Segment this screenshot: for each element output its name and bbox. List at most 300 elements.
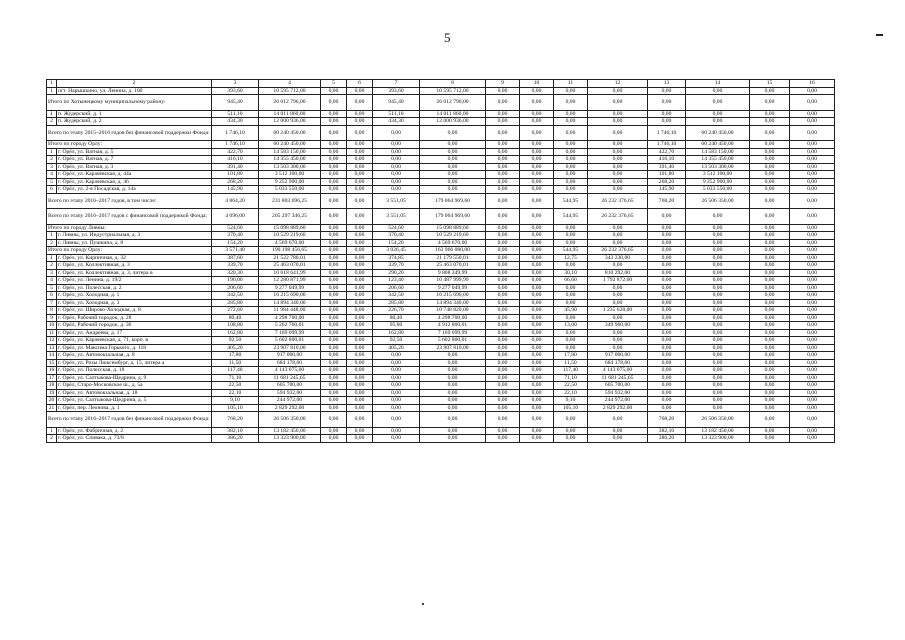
value-cell: 21 522 780,01 [259,254,321,262]
value-cell: 105,10 [554,404,588,412]
value-cell: 0,00 [790,382,835,390]
value-cell: 206,60 [373,284,420,292]
value-cell: 0,00 [420,404,486,412]
table-row [47,322,835,330]
address-cell: г. Орёл, ул. Фабричная, д. 2 [57,427,212,435]
value-cell: 0,00 [486,367,520,375]
value-cell: 0,00 [588,262,648,270]
value-cell: 0,00 [321,314,347,322]
value-cell: 0,00 [373,397,420,405]
value-cell: 422,70 [212,148,259,156]
value-cell: 434,30 [373,118,420,126]
value-cell: 22,10 [212,389,259,397]
value-cell: 0,00 [554,156,588,164]
value-cell: 0,00 [588,186,648,194]
value-cell: 422,70 [648,148,686,156]
value-cell: 0,00 [420,171,486,179]
value-cell: 0,00 [790,110,835,118]
value-cell: 434,30 [212,118,259,126]
value-cell: 0,00 [686,232,750,240]
value-cell: 0,00 [520,209,554,225]
value-cell: 0,00 [588,87,648,95]
value-cell: 0,00 [321,344,347,352]
value-cell: 5 602 800,01 [259,337,321,345]
table-row [47,382,835,390]
value-cell: 0,00 [347,171,373,179]
value-cell: 0,00 [373,186,420,194]
value-cell: 0,00 [347,389,373,397]
value-cell: 0,00 [520,427,554,435]
value-cell: 0,00 [750,254,790,262]
value-cell: 0,00 [520,254,554,262]
value-cell: 0,00 [790,404,835,412]
value-cell: 0,00 [790,87,835,95]
value-cell: 0,00 [347,359,373,367]
value-cell: 0,00 [648,307,686,315]
value-cell: 13,00 [554,322,588,330]
value-cell: 684 178,00 [588,359,648,367]
value-cell: 14 583 150,00 [686,148,750,156]
value-cell: 14 011 860,00 [259,110,321,118]
value-cell: 0,00 [648,367,686,375]
value-cell: 0,00 [648,322,686,330]
value-cell: 0,00 [486,247,520,255]
value-cell: 0,00 [648,382,686,390]
value-cell: 370,40 [212,232,259,240]
value-cell: 0,00 [790,209,835,225]
value-cell: 0,00 [321,389,347,397]
value-cell: 0,00 [321,359,347,367]
value-cell: 0,00 [347,125,373,141]
value-cell: 285,80 [373,299,420,307]
row-number: 2 [47,156,57,164]
value-cell: 0,00 [554,314,588,322]
value-cell: 0,00 [554,224,588,232]
value-cell: 4 298 700,00 [420,314,486,322]
value-cell: 14 894 340,00 [420,299,486,307]
value-cell: 0,00 [686,329,750,337]
value-cell: 0,00 [648,337,686,345]
value-cell: 0,00 [486,314,520,322]
row-number: 14 [47,352,57,360]
value-cell: 0,00 [486,163,520,171]
value-cell: 0,00 [321,292,347,300]
table-row [47,307,835,315]
value-cell: 0,00 [347,224,373,232]
value-cell: 768,20 [212,412,259,428]
value-cell: 0,00 [750,141,790,149]
value-cell: 71,10 [554,374,588,382]
value-cell: 0,00 [686,404,750,412]
total-label: Всего по этапу 2016–2017 годов без финансовой поддержки Фонда: [47,412,212,428]
value-cell: 0,00 [347,412,373,428]
value-cell: 9,10 [212,397,259,405]
value-cell: 0,00 [420,374,486,382]
value-cell: 0,00 [686,382,750,390]
value-cell: 0,00 [347,374,373,382]
total-label: Всего по этапу 2016–2017 годов, в том числе: [47,193,212,209]
value-cell: 0,00 [486,382,520,390]
table-row [47,277,835,285]
value-cell: 0,00 [554,163,588,171]
row-number: 2 [47,118,57,126]
value-cell: 0,00 [373,163,420,171]
value-cell: 101,80 [648,171,686,179]
value-cell: 117,40 [554,367,588,375]
value-cell: 9 808 349,99 [420,269,486,277]
housing-program-table [46,79,835,443]
value-cell: 0,00 [790,224,835,232]
value-cell: 0,00 [686,277,750,285]
value-cell: 0,00 [790,307,835,315]
column-number: 1 [47,80,57,88]
value-cell: 0,00 [750,314,790,322]
value-cell: 0,00 [321,141,347,149]
table-row [47,239,835,247]
value-cell: 0,00 [648,292,686,300]
value-cell: 0,00 [750,262,790,270]
value-cell: 0,00 [347,178,373,186]
value-cell: 0,00 [790,329,835,337]
table-row [47,352,835,360]
value-cell: 4 143 075,00 [588,367,648,375]
value-cell: 0,00 [790,397,835,405]
value-cell: 405,20 [373,344,420,352]
value-cell: 0,00 [420,435,486,443]
value-cell: 0,00 [750,232,790,240]
value-cell: 0,00 [648,262,686,270]
column-number: 2 [57,80,212,88]
table-row [47,118,835,126]
value-cell: 0,00 [790,427,835,435]
value-cell: 0,00 [486,329,520,337]
value-cell: 0,00 [588,314,648,322]
value-cell: 0,00 [750,239,790,247]
total-row [47,209,835,225]
value-cell: 244 972,00 [588,397,648,405]
value-cell: 0,00 [520,277,554,285]
row-number: 1 [47,254,57,262]
address-cell: г. Ливны, ул. Индустриальная, д. 3 [57,232,212,240]
value-cell: 0,00 [588,292,648,300]
value-cell: 386,20 [212,435,259,443]
value-cell: 0,00 [321,186,347,194]
value-cell: 0,00 [554,125,588,141]
value-cell: 0,00 [520,404,554,412]
value-cell: 0,00 [373,171,420,179]
value-cell: 0,00 [750,435,790,443]
value-cell: 0,00 [750,148,790,156]
value-cell: 0,00 [321,247,347,255]
row-number: 20 [47,397,57,405]
value-cell: 349 960,00 [588,322,648,330]
value-cell: 0,00 [420,148,486,156]
value-cell: 0,00 [554,148,588,156]
value-cell: 0,00 [486,87,520,95]
value-cell: 101,80 [212,171,259,179]
value-cell: 0,00 [588,171,648,179]
value-cell: 524,60 [212,224,259,232]
value-cell: 16 215 690,00 [420,292,486,300]
value-cell: 0,00 [347,299,373,307]
total-row [47,125,835,141]
value-cell: 0,00 [321,239,347,247]
value-cell: 0,00 [790,247,835,255]
value-cell: 391,40 [212,163,259,171]
value-cell: 0,00 [420,412,486,428]
value-cell: 45,90 [554,307,588,315]
value-cell: 0,00 [420,382,486,390]
address-cell: г. Орёл, Старо-Московское ш., д. 5а [57,382,212,390]
total-label: Итого по городу Орлу: [47,247,212,255]
scan-mark [876,34,883,36]
table-row [47,435,835,443]
value-cell: 0,00 [321,404,347,412]
value-cell: 416,10 [648,156,686,164]
value-cell: 0,00 [750,87,790,95]
value-cell: 0,00 [648,247,686,255]
value-cell: 0,00 [347,307,373,315]
value-cell: 0,00 [486,307,520,315]
value-cell: 0,00 [750,404,790,412]
value-cell: 0,00 [790,299,835,307]
value-cell: 0,00 [588,224,648,232]
column-number: 7 [373,80,420,88]
row-number: 9 [47,314,57,322]
table-row [47,367,835,375]
value-cell: 0,00 [554,344,588,352]
value-cell: 22,50 [554,382,588,390]
value-cell: 0,00 [790,125,835,141]
value-cell: 0,00 [321,367,347,375]
value-cell: 26 506 350,00 [686,412,750,428]
value-cell: 80,40 [212,314,259,322]
row-number: 4 [47,171,57,179]
value-cell: 0,00 [750,171,790,179]
value-cell: 0,00 [686,262,750,270]
value-cell: 0,00 [486,262,520,270]
row-number: 3 [47,163,57,171]
address-cell: пгт. Нарышкино, ул. Ленина, д. 100 [57,87,212,95]
row-number: 18 [47,382,57,390]
value-cell: 0,00 [520,186,554,194]
row-number: 6 [47,186,57,194]
value-cell: 179 064 969,60 [420,209,486,225]
value-cell: 0,00 [486,232,520,240]
value-cell: 393,60 [212,87,259,95]
value-cell: 0,00 [520,269,554,277]
value-cell: 0,00 [750,307,790,315]
table-row [47,329,835,337]
value-cell: 290,20 [373,269,420,277]
value-cell: 13 182 450,00 [686,427,750,435]
value-cell: 0,00 [486,435,520,443]
value-cell: 15 098 889,60 [420,224,486,232]
value-cell: 339,70 [212,262,259,270]
table-row [47,87,835,95]
value-cell: 0,00 [790,344,835,352]
value-cell: 0,00 [321,178,347,186]
value-cell: 0,00 [686,314,750,322]
value-cell: 0,00 [486,374,520,382]
value-cell: 0,00 [648,110,686,118]
value-cell: 0,00 [520,314,554,322]
value-cell: 0,00 [554,262,588,270]
value-cell: 26 232 376,65 [588,247,648,255]
value-cell: 0,00 [554,299,588,307]
value-cell: 0,00 [321,337,347,345]
value-cell: 0,00 [486,118,520,126]
value-cell: 80,40 [373,314,420,322]
value-cell: 0,00 [686,344,750,352]
value-cell: 5 602 800,01 [420,337,486,345]
value-cell: 0,00 [347,247,373,255]
value-cell: 1 746,10 [212,125,259,141]
value-cell: 17,80 [212,352,259,360]
value-cell: 92,50 [212,337,259,345]
value-cell: 0,00 [321,322,347,330]
value-cell: 0,00 [321,156,347,164]
value-cell: 0,00 [373,404,420,412]
scan-dot [422,603,424,605]
value-cell: 0,00 [686,269,750,277]
value-cell: 14 011 860,00 [420,110,486,118]
row-number: 1 [47,427,57,435]
value-cell: 0,00 [420,178,486,186]
value-cell: 60 240 450,00 [259,125,321,141]
table-row [47,374,835,382]
value-cell: 0,00 [686,292,750,300]
value-cell: 12 000 936,00 [420,118,486,126]
column-number: 15 [750,80,790,88]
value-cell: 0,00 [750,292,790,300]
value-cell: 0,00 [347,239,373,247]
value-cell: 0,00 [520,156,554,164]
row-number: 11 [47,329,57,337]
value-cell: 0,00 [420,367,486,375]
value-cell: 594 932,00 [588,389,648,397]
value-cell: 0,00 [486,427,520,435]
value-cell: 9 277 049,99 [420,284,486,292]
value-cell: 0,00 [588,148,648,156]
address-cell: г. Орёл, ул. Ленина, д. 19/2 [57,277,212,285]
value-cell: 15 098 889,60 [259,224,321,232]
value-cell: 0,00 [420,427,486,435]
value-cell: 0,00 [648,224,686,232]
value-cell: 0,00 [750,374,790,382]
value-cell: 0,00 [686,87,750,95]
value-cell: 0,00 [347,163,373,171]
value-cell: 0,00 [588,141,648,149]
value-cell: 0,00 [347,284,373,292]
value-cell: 117,40 [212,367,259,375]
value-cell: 0,00 [554,329,588,337]
value-cell: 92,50 [373,337,420,345]
table-row [47,284,835,292]
value-cell: 26 012 796,00 [420,95,486,111]
value-cell: 0,00 [420,163,486,171]
row-number: 2 [47,262,57,270]
row-number: 6 [47,292,57,300]
value-cell: 0,00 [520,322,554,330]
value-cell: 0,00 [486,352,520,360]
value-cell: 0,00 [520,389,554,397]
value-cell: 511,10 [373,110,420,118]
address-cell: г. Орёл, ул. Ватная, д. 3 [57,163,212,171]
value-cell: 3 512 100,00 [259,171,321,179]
value-cell: 10 487 999,99 [420,277,486,285]
value-cell: 0,00 [588,125,648,141]
value-cell: 0,00 [347,232,373,240]
value-cell: 5 033 550,00 [259,186,321,194]
value-cell: 0,00 [520,299,554,307]
value-cell: 0,00 [750,110,790,118]
value-cell: 0,00 [347,148,373,156]
value-cell: 3 512 100,00 [686,171,750,179]
value-cell: 0,00 [420,156,486,164]
value-cell: 0,00 [520,163,554,171]
value-cell: 391,40 [648,163,686,171]
value-cell: 0,00 [347,269,373,277]
value-cell: 0,00 [321,284,347,292]
value-cell: 0,00 [520,307,554,315]
value-cell: 25 463 070,01 [259,262,321,270]
value-cell: 16 215 690,00 [259,292,321,300]
row-number: 13 [47,344,57,352]
table-row [47,344,835,352]
table-row [47,186,835,194]
value-cell: 382,10 [212,427,259,435]
value-cell: 917 000,00 [588,352,648,360]
value-cell: 0,00 [750,427,790,435]
value-cell: 0,00 [486,193,520,209]
row-number: 10 [47,322,57,330]
address-cell: г. Орёл, ул. 2-я Посадская, д. 14а [57,186,212,194]
value-cell: 0,00 [420,125,486,141]
value-cell: 0,00 [588,427,648,435]
row-number: 3 [47,269,57,277]
value-cell: 14 894 340,00 [259,299,321,307]
value-cell: 0,00 [790,435,835,443]
value-cell: 5 262 760,01 [259,322,321,330]
value-cell: 0,00 [790,412,835,428]
value-cell: 108,80 [212,322,259,330]
value-cell: 0,00 [321,125,347,141]
value-cell: 544,95 [554,247,588,255]
value-cell: 0,00 [420,389,486,397]
value-cell: 0,00 [750,95,790,111]
value-cell: 0,00 [486,397,520,405]
value-cell: 0,00 [486,359,520,367]
value-cell: 0,00 [347,427,373,435]
value-cell: 179 064 969,60 [420,193,486,209]
value-cell: 342,50 [373,292,420,300]
value-cell: 1 792 872,00 [588,277,648,285]
value-cell: 0,00 [790,239,835,247]
value-cell: 0,00 [554,427,588,435]
value-cell: 154,20 [373,239,420,247]
value-cell: 370,40 [373,232,420,240]
value-cell: 95,80 [373,322,420,330]
value-cell: 0,00 [686,118,750,126]
value-cell: 0,00 [554,141,588,149]
value-cell: 0,00 [686,307,750,315]
value-cell: 10 529 219,60 [420,232,486,240]
address-cell: п. Жудерский, д. 2 [57,118,212,126]
value-cell: 0,00 [373,141,420,149]
value-cell: 0,00 [750,329,790,337]
value-cell: 0,00 [686,337,750,345]
